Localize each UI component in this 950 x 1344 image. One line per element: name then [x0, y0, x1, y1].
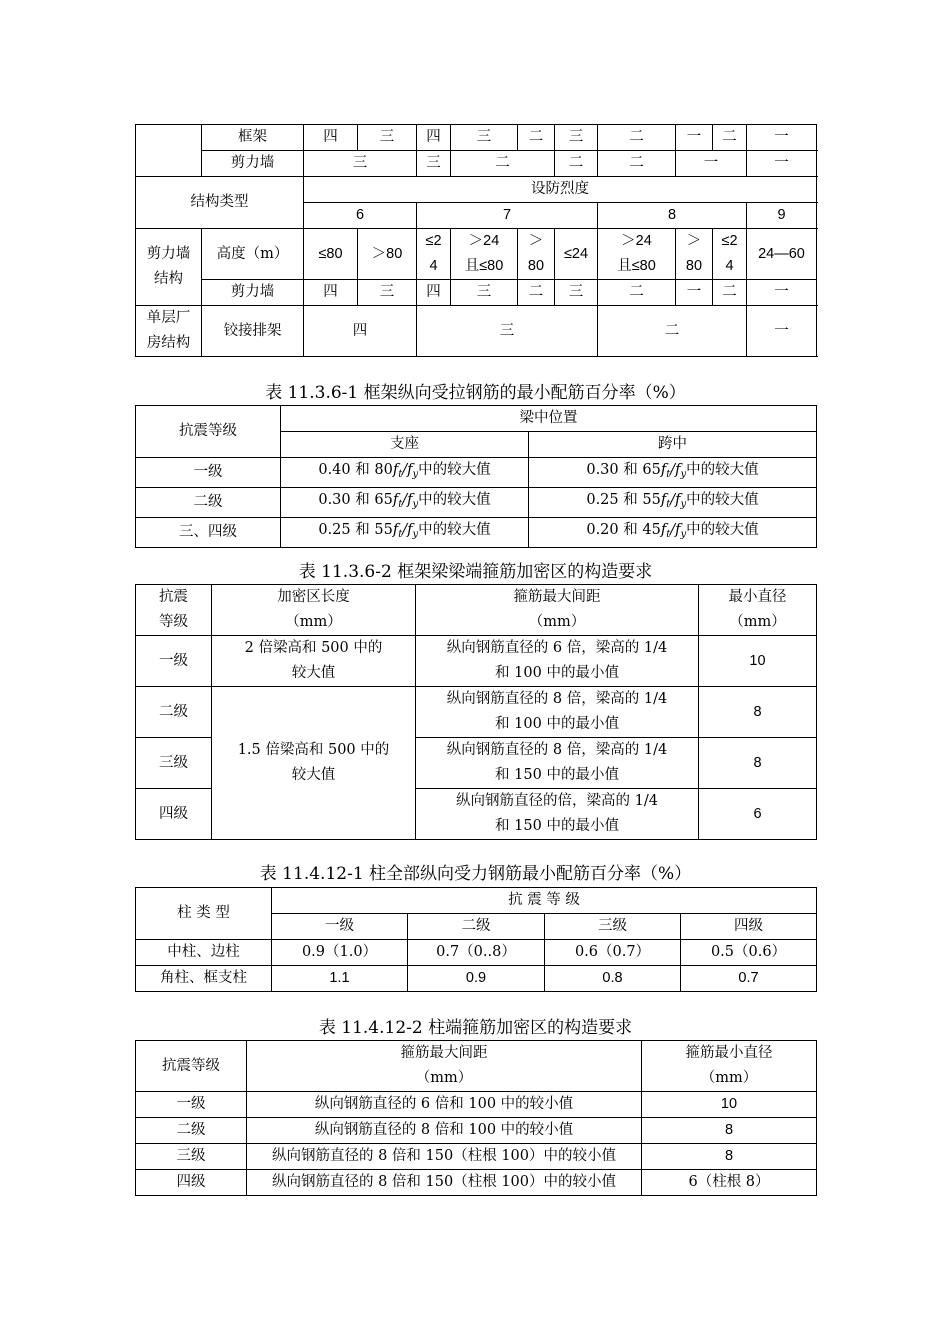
grade-cell: 三 [555, 280, 598, 306]
row-label: 中柱、边柱 [136, 940, 272, 966]
height-cell: 24—60 [747, 229, 817, 280]
table-row [136, 488, 817, 518]
table-caption: 表 11.3.6-2 框架梁梁端箍筋加密区的构造要求 [298, 562, 653, 582]
grade-sub-header: 一级 [272, 914, 408, 940]
ratio-cell: 0.30 和 $65f_t/f_y$中的较大值 [529, 458, 817, 488]
seismic-grade-table [135, 124, 817, 357]
table-row [136, 966, 817, 992]
grade-cell: 二 [598, 280, 676, 306]
height-cell: ＞80 [358, 229, 417, 280]
single-factory-label: 单层厂 房结构 [136, 306, 202, 357]
grade-cell: 三、四级 [136, 518, 281, 548]
grade-cell: 三 [417, 151, 451, 177]
header-row [136, 177, 817, 203]
factory-row [136, 306, 817, 357]
column-type-header: 柱 类 型 [136, 888, 272, 940]
diameter-cell: 6（柱根 8） [642, 1170, 817, 1196]
grade-cell: 三 [555, 125, 598, 151]
diameter-header: 最小直径 （mm） [699, 585, 817, 636]
beam-stirrup-table [135, 584, 817, 840]
height-cell: ≤2 4 [713, 229, 747, 280]
column-stirrup-table [135, 1040, 817, 1196]
height-cell: ≤2 4 [417, 229, 451, 280]
height-cell: ＞24 且≤80 [451, 229, 518, 280]
table-row [136, 458, 817, 488]
spacing-cell: 纵向钢筋直径的 6 倍，梁高的 1/4 和 100 中的最小值 [416, 636, 699, 687]
grade-cell: 二 [518, 280, 555, 306]
grade-cell: 一 [676, 151, 747, 177]
grade-cell: 二级 [136, 488, 281, 518]
spacing-cell: 纵向钢筋直径的 8 倍和 150（柱根 100）中的较小值 [247, 1144, 642, 1170]
spacing-header: 箍筋最大间距 （mm） [247, 1041, 642, 1092]
diameter-cell: 8 [642, 1144, 817, 1170]
fortify-header: 设防烈度 [304, 177, 817, 203]
grade-cell: 二 [518, 125, 555, 151]
height-row [136, 229, 817, 280]
value-cell: 0.5（0.6） [681, 940, 817, 966]
grade-header: 抗 震 等 级 [272, 888, 817, 914]
spacing-cell: 纵向钢筋直径的 8 倍和 150（柱根 100）中的较小值 [247, 1170, 642, 1196]
grade-header: 抗震等级 [136, 1041, 247, 1092]
struct-type-header: 结构类型 [136, 177, 304, 229]
table-caption: 表 11.4.12-1 柱全部纵向受力钢筋最小配筋百分率（%） [259, 864, 692, 884]
table-row [136, 518, 817, 548]
table-row [136, 1092, 817, 1118]
spacing-cell: 纵向钢筋直径的倍，梁高的 1/4 和 150 中的最小值 [416, 789, 699, 840]
spacing-cell: 纵向钢筋直径的 8 倍和 100 中的较小值 [247, 1118, 642, 1144]
table-row [136, 1144, 817, 1170]
length-header: 加密区长度 （mm） [212, 585, 416, 636]
grade-cell: 一级 [136, 458, 281, 488]
grade-cell: 二级 [136, 1118, 247, 1144]
ratio-cell: 0.25 和 $55f_t/f_y$中的较大值 [281, 518, 529, 548]
grade-cell: 四 [304, 280, 358, 306]
grade-cell: 三 [451, 280, 518, 306]
ratio-cell: 0.30 和 $65f_t/f_y$中的较大值 [281, 488, 529, 518]
diameter-cell: 6 [699, 789, 817, 840]
hinged-label: 铰接排架 [202, 306, 304, 357]
grade-cell: 四 [417, 125, 451, 151]
ratio-cell: 0.25 和 $55f_t/f_y$中的较大值 [529, 488, 817, 518]
height-cell: ＞ 80 [676, 229, 713, 280]
grade-cell: 一 [676, 280, 713, 306]
grade-cell: 二 [598, 125, 676, 151]
height-cell: ＞24 且≤80 [598, 229, 676, 280]
height-cell: ≤24 [555, 229, 598, 280]
support-header: 支座 [281, 432, 529, 458]
grade-cell: 一 [747, 280, 817, 306]
diameter-header: 箍筋最小直径 （mm） [642, 1041, 817, 1092]
grade-cell: 一 [747, 125, 817, 151]
value-cell: 0.7（0..8） [408, 940, 545, 966]
height-cell: ＞ 80 [518, 229, 555, 280]
value-cell: 1.1 [272, 966, 408, 992]
table-caption: 表 11.4.12-2 柱端箍筋加密区的构造要求 [318, 1018, 633, 1038]
value-cell: 0.9 [408, 966, 545, 992]
table-row [136, 940, 817, 966]
wall2-row [136, 280, 817, 306]
grade-cell: 二 [598, 306, 747, 357]
grade-cell: 三 [358, 125, 417, 151]
intensity-9: 9 [747, 203, 817, 229]
wall-row [136, 151, 817, 177]
grade-header: 抗震等级 [136, 406, 281, 458]
grade-cell: 二 [713, 280, 747, 306]
grade-cell: 三级 [136, 738, 212, 789]
spacing-cell: 纵向钢筋直径的 8 倍，梁高的 1/4 和 150 中的最小值 [416, 738, 699, 789]
length-cell: 1.5 倍梁高和 500 中的 较大值 [212, 687, 416, 840]
diameter-cell: 10 [699, 636, 817, 687]
column-reinforcement-table [135, 887, 817, 992]
row-label: 角柱、框支柱 [136, 966, 272, 992]
spacing-header: 箍筋最大间距 （mm） [416, 585, 699, 636]
intensity-7: 7 [417, 203, 598, 229]
grade-cell: 三 [358, 280, 417, 306]
grade-cell: 三级 [136, 1144, 247, 1170]
table-row [136, 1170, 817, 1196]
grade-cell: 四级 [136, 789, 212, 840]
grade-cell: 一 [747, 306, 817, 357]
diameter-cell: 8 [642, 1118, 817, 1144]
value-cell: 0.7 [681, 966, 817, 992]
spacing-cell: 纵向钢筋直径的 8 倍，梁高的 1/4 和 100 中的最小值 [416, 687, 699, 738]
grade-cell: 四级 [136, 1170, 247, 1196]
grade-cell: 一 [747, 151, 817, 177]
diameter-cell: 10 [642, 1092, 817, 1118]
value-cell: 0.9（1.0） [272, 940, 408, 966]
table-row [136, 636, 817, 687]
grade-cell: 三 [304, 151, 417, 177]
blank-cell [136, 125, 202, 177]
grade-cell: 四 [304, 306, 417, 357]
height-cell: ≤80 [304, 229, 358, 280]
table-row [136, 1118, 817, 1144]
row-label: 剪力墙 [202, 280, 304, 306]
grade-cell: 二 [451, 151, 555, 177]
midspan-header: 跨中 [529, 432, 817, 458]
grade-cell: 一级 [136, 636, 212, 687]
table-row [136, 687, 817, 738]
shear-wall-struct-label: 剪力墙 结构 [136, 229, 202, 306]
ratio-cell: 0.40 和 $80f_t/f_y$中的较大值 [281, 458, 529, 488]
intensity-8: 8 [598, 203, 747, 229]
diameter-cell: 8 [699, 738, 817, 789]
table-caption: 表 11.3.6-1 框架纵向受拉钢筋的最小配筋百分率（%） [265, 383, 686, 403]
grade-cell: 二 [555, 151, 598, 177]
value-cell: 0.6（0.7） [545, 940, 681, 966]
grade-sub-header: 四级 [681, 914, 817, 940]
grade-cell: 二级 [136, 687, 212, 738]
grade-header: 抗震 等级 [136, 585, 212, 636]
grade-cell: 三 [417, 306, 598, 357]
grade-cell: 三 [451, 125, 518, 151]
grade-sub-header: 二级 [408, 914, 545, 940]
min-reinforcement-table [135, 405, 817, 548]
length-cell: 2 倍梁高和 500 中的 较大值 [212, 636, 416, 687]
grade-cell: 二 [598, 151, 676, 177]
grade-cell: 四 [417, 280, 451, 306]
grade-cell: 一级 [136, 1092, 247, 1118]
grade-cell: 二 [713, 125, 747, 151]
position-header: 梁中位置 [281, 406, 817, 432]
grade-cell: 一 [676, 125, 713, 151]
row-label: 框架 [202, 125, 304, 151]
intensity-6: 6 [304, 203, 417, 229]
spacing-cell: 纵向钢筋直径的 6 倍和 100 中的较小值 [247, 1092, 642, 1118]
height-label: 高度（m） [202, 229, 304, 280]
grade-sub-header: 三级 [545, 914, 681, 940]
row-label: 剪力墙 [202, 151, 304, 177]
grade-cell: 四 [304, 125, 358, 151]
diameter-cell: 8 [699, 687, 817, 738]
value-cell: 0.8 [545, 966, 681, 992]
frame-row [136, 125, 817, 151]
ratio-cell: 0.20 和 $45f_t/f_y$中的较大值 [529, 518, 817, 548]
